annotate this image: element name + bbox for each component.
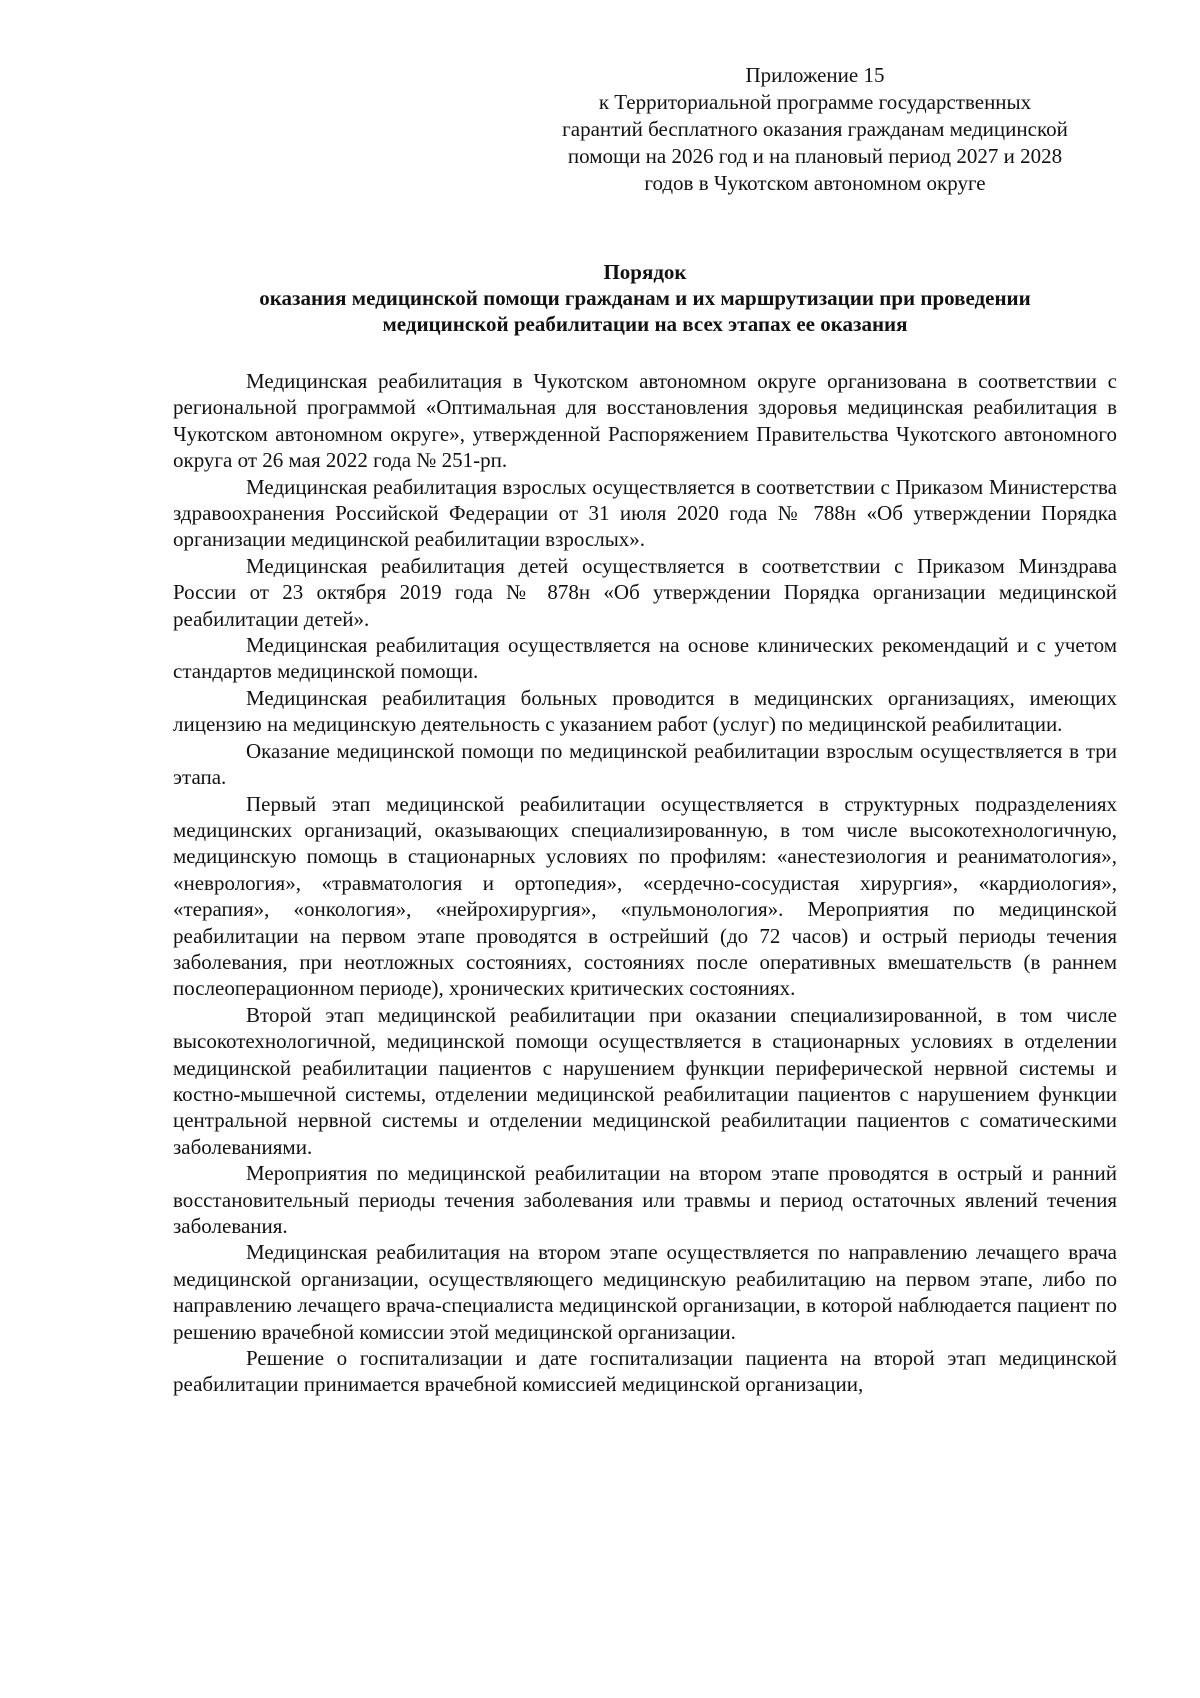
- body-paragraph: Медицинская реабилитация взрослых осуществляется в соответствии с Приказом Министерства здравоохранения Российской Федерации от 31 июля 2020 года № 788н «Об утверждении Порядка организации медицинской реабилитации взрослых».: [173, 474, 1117, 552]
- body-paragraph: Мероприятия по медицинской реабилитации на втором этапе проводятся в острый и ранний восстановительный периоды течения заболевания или травмы и период остаточных явлений течения заболевания.: [173, 1161, 1117, 1238]
- document-title-line: медицинской реабилитации на всех этапах ее оказания: [382, 312, 908, 336]
- body-paragraph: Медицинская реабилитация на втором этапе осуществляется по направлению лечащего врача медицинской организации, осуществляющего медицинскую реабилитацию на первом этапе, либо по направлению лечащего врача-специалиста медицинской организации, в которой наблюдается пациент по решению врачебной комиссии этой медицинской организации.: [173, 1240, 1117, 1344]
- body-paragraph: Медицинская реабилитация детей осуществляется в соответствии с Приказом Минздрава России от 23 октября 2019 года № 878н «Об утверждении Порядка организации медицинской реабилитации детей».: [173, 553, 1117, 631]
- body-paragraph: Первый этап медицинской реабилитации осуществляется в структурных подразделениях медицинских организаций, оказывающих специализированную, в том числе высокотехнологичную, медицинскую помощь в стационарных условиях по профилям: «анестезиология и реаниматология», «неврология», «травматология и ортопедия», «сердечно-сосудистая хирургия», «кардиология», «терапия», «онкология», «нейрохирургия», «пульмонология». Мероприятия по медицинской реабилитации на первом этапе проводятся в острейший (до 72 часов) и острый периоды течения заболевания, при неотложных состояниях, состояниях после оперативных вмешательств (в раннем послеоперационном периоде), хронических критических состояниях.: [173, 791, 1117, 1001]
- document-title-line: Порядок: [603, 260, 687, 284]
- appendix-header-line: помощи на 2026 год и на плановый период 2027 и 2028: [567, 144, 1063, 168]
- appendix-header: [520, 62, 1110, 197]
- body-paragraph: Второй этап медицинской реабилитации при оказании специализированной, в том числе высокотехнологичной, медицинской помощи осуществляется в стационарных условиях в отделении медицинской реабилитации пациентов с нарушением функции периферической нервной системы и костно-мышечной системы, отделении медицинской реабилитации пациентов с нарушением функции центральной нервной системы и отделении медицинской реабилитации пациентов с соматическими заболеваниями.: [173, 1002, 1117, 1159]
- document-title-line: оказания медицинской помощи гражданам и их маршрутизации при проведении: [259, 286, 1031, 310]
- body-paragraph: Медицинская реабилитация в Чукотском автономном округе организована в соответствии с региональной программой «Оптимальная для восстановления здоровья медицинская реабилитация в Чукотском автономном округе», утвержденной Распоряжением Правительства Чукотского автономного округа от 26 мая 2022 года № 251-рп.: [173, 369, 1117, 473]
- appendix-header-line: годов в Чукотском автономном округе: [644, 171, 986, 195]
- body-paragraph: Решение о госпитализации и дате госпитализации пациента на второй этап медицинской реабилитации принимается врачебной комиссией медицинской организации,: [173, 1346, 1117, 1397]
- body-paragraph: Медицинская реабилитация больных проводится в медицинских организациях, имеющих лицензию на медицинскую деятельность с указанием работ (услуг) по медицинской реабилитации.: [173, 685, 1117, 737]
- body-paragraph: Оказание медицинской помощи по медицинской реабилитации взрослым осуществляется в три этапа.: [173, 738, 1117, 790]
- body-paragraph: Медицинская реабилитация осуществляется на основе клинических рекомендаций и с учетом стандартов медицинской помощи.: [173, 633, 1117, 684]
- document-title: [170, 259, 1120, 337]
- appendix-header-line: гарантий бесплатного оказания гражданам медицинской: [562, 117, 1068, 141]
- appendix-header-line: Приложение 15: [745, 63, 885, 87]
- document-body: [173, 368, 1117, 1398]
- appendix-header-line: к Территориальной программе государственных: [598, 90, 1032, 114]
